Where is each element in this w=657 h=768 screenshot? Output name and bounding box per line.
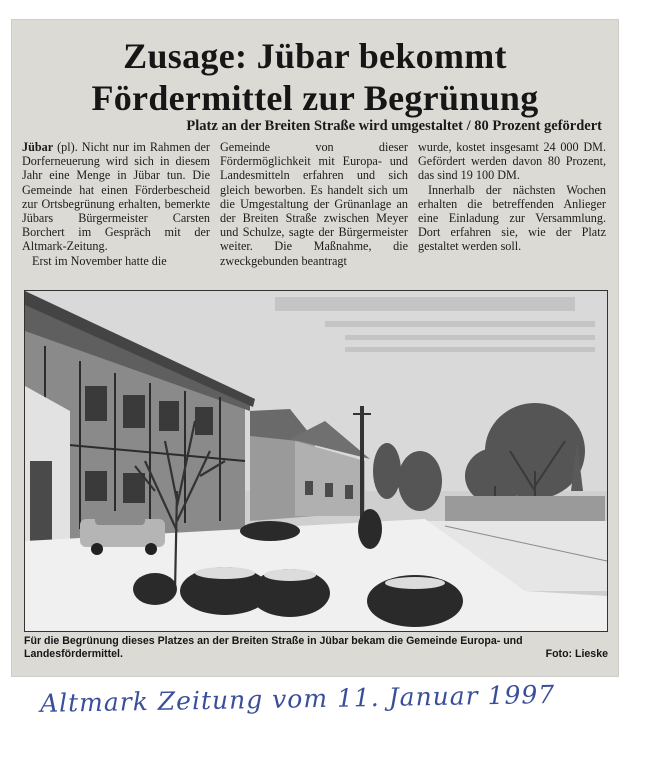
dateline: Jübar	[22, 140, 54, 154]
street-scene-image	[25, 291, 607, 631]
handwritten-note: Altmark Zeitung vom 11. Januar 1997	[39, 679, 556, 718]
article-column-1	[22, 140, 210, 268]
paragraph-text: (pl). Nicht nur im Rahmen der Dorferneuerung wird sich in diesem Jahr eine Menge in Jübar tun. Die Gemeinde hat einen Förderbescheid zur Ortsbegrünung erhalten, bemerkte Jübars Bürgermeister Carsten Borchert im Gespräch mit der Altmark-Zeitung.	[22, 140, 210, 254]
article-column-3	[418, 140, 606, 254]
article-photo	[24, 290, 608, 632]
paragraph: Erst im November hatte die	[32, 253, 167, 268]
photo-caption	[24, 635, 608, 661]
paragraph: Gemeinde von dieser Fördermöglichkeit mit Europa- und Landesmitteln erfahren und sich gleich beworben. Es handelt sich um die Umgestaltung der Grünanlage an der Breiten Straße zwischen Meyer und Schulze, sagte der Bürgermeister weiter. Die Maßnahme, die zweckgebunden beantragt	[220, 140, 408, 268]
caption-text: Für die Begrünung dieses Platzes an der Breiten Straße in Jübar bekam die Gemeinde Europa- und Landesfördermittel.	[24, 635, 523, 660]
article-body	[20, 140, 608, 310]
paragraph: wurde, kostet insgesamt 24 000 DM. Gefördert werden davon 80 Prozent, das sind 19 100 DM.	[418, 140, 606, 183]
subheadline: Platz an der Breiten Straße wird umgestaltet / 80 Prozent gefördert	[186, 118, 602, 134]
headline-line-2: Fördermittel zur Begrünung	[91, 78, 539, 118]
newspaper-clipping	[12, 20, 618, 676]
paragraph: Innerhalb der nächsten Wochen erhalten die betreffenden Anlieger eine Einladung zur Versammlung. Dort erfahren sie, wie der Platz gestaltet werden soll.	[418, 182, 606, 254]
photo-credit: Foto: Lieske	[545, 648, 608, 660]
paragraph	[22, 140, 210, 254]
headline-line-1: Zusage: Jübar bekommt	[123, 36, 507, 76]
article-column-2	[220, 140, 408, 268]
